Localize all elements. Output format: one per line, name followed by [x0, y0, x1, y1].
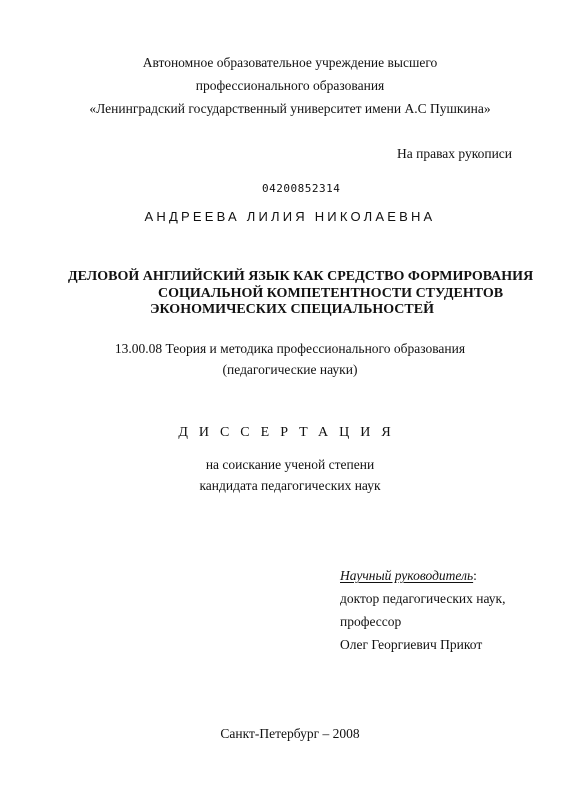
dissertation-label: ДИССЕРТАЦИЯ — [178, 425, 402, 440]
supervisor-label: Научный руководитель — [340, 568, 474, 583]
institution-line-3: «Ленинградский государственный университет имени А.С Пушкина» — [89, 101, 491, 116]
supervisor-degree: доктор педагогических наук, — [340, 591, 506, 606]
degree-line-1: на соискание ученой степени — [205, 457, 375, 472]
manuscript-rights: На правах рукописи — [397, 146, 513, 161]
supervisor-label-colon: : — [473, 568, 477, 583]
title-line-2: СОЦИАЛЬНОЙ КОМПЕТЕНТНОСТИ СТУДЕНТОВ — [158, 286, 504, 301]
degree-line-2: кандидата педагогических наук — [199, 478, 381, 493]
institution-line-1: Автономное образовательное учреждение высшего — [142, 55, 438, 70]
title-line-1: ДЕЛОВОЙ АНГЛИЙСКИЙ ЯЗЫК КАК СРЕДСТВО ФОРМИРОВАНИЯ — [68, 269, 534, 284]
institution-line-2: профессионального образования — [195, 78, 385, 93]
supervisor-name: Олег Георгиевич Прикот — [340, 637, 483, 652]
title-line-3: ЭКОНОМИЧЕСКИХ СПЕЦИАЛЬНОСТЕЙ — [150, 302, 434, 317]
supervisor-heading — [340, 569, 477, 583]
specialty-line-2: (педагогические науки) — [222, 362, 358, 377]
specialty-line-1: 13.00.08 Теория и методика профессионального образования — [114, 341, 466, 356]
place-year: Санкт-Петербург – 2008 — [220, 726, 360, 741]
author-name: АНДРЕЕВА ЛИЛИЯ НИКОЛАЕВНА — [144, 209, 436, 224]
document-code: 04200852314 — [262, 182, 341, 195]
supervisor-rank: профессор — [340, 614, 402, 629]
